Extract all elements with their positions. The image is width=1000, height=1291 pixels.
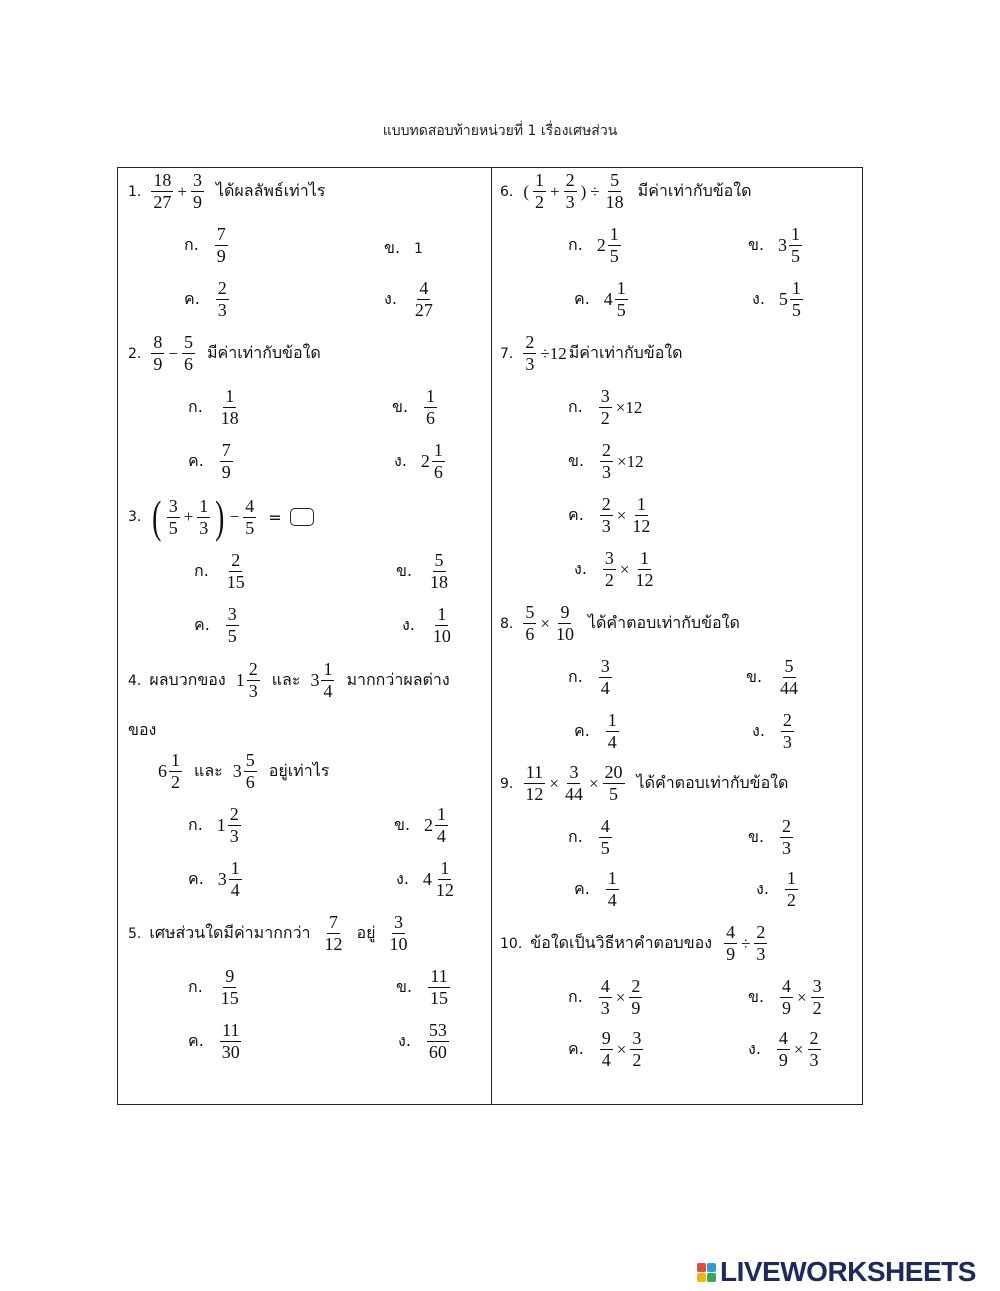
question-4: 4. ผลบวกของ 1 2 3 และ 3 1 4 มากกว่าผลต่าง xyxy=(128,659,450,701)
question-9: 9. $\frac{11}{12}$ × $\frac{3}{44}$ × $\frac{20}{5}$ ได้คำตอบเท่ากับข้อใด xyxy=(500,762,789,804)
q10-choice-b[interactable]: ข. $\frac{4}{9}$ × $\frac{3}{2}$ xyxy=(748,976,822,1018)
question-7: 7. $\frac{2}{3}$ ÷12 มีค่าเท่ากับข้อใด xyxy=(500,332,683,374)
q7-choice-a[interactable]: ก. $\frac{3}{2}$ ×12 xyxy=(568,386,643,428)
q3-choice-d[interactable]: ง. 1 10 xyxy=(402,604,451,646)
q3-choice-c[interactable]: ค. 3 5 xyxy=(194,604,237,646)
liveworksheets-logo xyxy=(697,1256,976,1288)
question-3: 3. ( 3 5 + $\frac{1}{3}$ ) − $\frac{4}{5}$ = xyxy=(128,494,314,540)
q1-choice-b[interactable]: ข. 1 xyxy=(384,238,423,257)
question-5: 5. เศษส่วนใดมีค่ามากกว่า 7 12 อยู่ 3 10 xyxy=(128,912,408,954)
question-4-line-3: 6 1 2 และ 3 5 6 อยู่เท่าไร xyxy=(158,750,330,792)
q6-choice-c[interactable]: ค. 4 1 5 xyxy=(574,278,626,320)
logo-icon xyxy=(697,1263,716,1282)
q6-choice-a[interactable]: ก. 2 1 5 xyxy=(568,224,619,266)
question-2: 2. 8 9 − $\frac{5}{6}$ มีค่าเท่ากับข้อใด xyxy=(128,332,321,374)
question-text: ได้ผลลัพธ์เท่าไร xyxy=(215,181,326,200)
q5-choice-a[interactable]: ก. 9 15 xyxy=(188,966,239,1008)
q4-choice-d[interactable]: ง. 4 1 12 xyxy=(396,858,454,900)
q10-choice-d[interactable]: ง. $\frac{4}{9}$ × $\frac{2}{3}$ xyxy=(748,1028,819,1070)
q8-choice-d[interactable]: ง. 2 3 xyxy=(752,710,792,752)
q2-choice-d[interactable]: ง. 2 1 6 xyxy=(394,440,443,482)
exam-sheet xyxy=(117,167,863,1105)
q5-choice-d[interactable]: ง. 53 60 xyxy=(398,1020,447,1062)
question-1: 1. 18 27 + $\frac{3}{9}$ ได้ผลลัพธ์เท่าไร xyxy=(128,170,326,212)
q4-choice-a[interactable]: ก. 1 2 3 xyxy=(188,804,239,846)
question-8: 8. $\frac{5}{6}$ × $\frac{9}{10}$ ได้คำตอบเท่ากับข้อใด xyxy=(500,602,740,644)
answer-box[interactable] xyxy=(290,508,314,526)
q4-choice-c[interactable]: ค. 3 1 4 xyxy=(188,858,240,900)
question-4-cont: ของ xyxy=(128,720,157,739)
question-10: 10. ข้อใดเป็นวิธีหาคำตอบของ $\frac{4}{9}$ ÷ $\frac{2}{3}$ xyxy=(500,922,766,964)
q7-choice-c[interactable]: ค. $\frac{2}{3}$ × $\frac{1}{12}$ xyxy=(568,494,651,536)
q2-choice-a[interactable]: ก. 1 18 xyxy=(188,386,239,428)
q1-choice-d[interactable]: ง. 4 27 xyxy=(384,278,433,320)
q9-choice-d[interactable]: ง. 1 2 xyxy=(756,868,796,910)
q3-choice-b[interactable]: ข. 5 18 xyxy=(396,550,449,592)
q2-choice-c[interactable]: ค. 7 9 xyxy=(188,440,231,482)
q2-choice-b[interactable]: ข. 1 6 xyxy=(392,386,436,428)
q9-choice-c[interactable]: ค. 1 4 xyxy=(574,868,617,910)
page-title: แบบทดสอบท้ายหน่วยที่ 1 เรื่องเศษส่วน xyxy=(382,123,618,139)
q1-choice-c[interactable]: ค. 2 3 xyxy=(184,278,227,320)
q8-choice-b[interactable]: ข. 5 44 xyxy=(746,656,799,698)
column-divider xyxy=(491,168,492,1104)
q4-choice-b[interactable]: ข. 2 1 4 xyxy=(394,804,447,846)
q9-choice-b[interactable]: ข. 2 3 xyxy=(748,816,792,858)
q8-choice-c[interactable]: ค. 1 4 xyxy=(574,710,617,752)
q5-choice-b[interactable]: ข. 11 15 xyxy=(396,966,449,1008)
q7-choice-b[interactable]: ข. $\frac{2}{3}$ ×12 xyxy=(568,440,644,482)
q8-choice-a[interactable]: ก. 3 4 xyxy=(568,656,610,698)
q6-choice-d[interactable]: ง. 5 1 5 xyxy=(752,278,801,320)
fraction: $\frac{3}{9}$ xyxy=(192,170,202,212)
fraction: 18 27 xyxy=(153,170,172,212)
q9-choice-a[interactable]: ก. 4 5 xyxy=(568,816,610,858)
question-6: 6. ( 1 2 + $\frac{2}{3}$ ) ÷ $\frac{5}{18}$ มีค่าเท่ากับข้อใด xyxy=(500,170,752,212)
logo-text: LIVEWORKSHEETS xyxy=(720,1256,976,1287)
q10-choice-a[interactable]: ก. $\frac{4}{3}$ × $\frac{2}{9}$ xyxy=(568,976,641,1018)
q1-choice-a[interactable]: ก. 7 9 xyxy=(184,224,226,266)
q3-choice-a[interactable]: ก. 2 15 xyxy=(194,550,245,592)
q5-choice-c[interactable]: ค. 11 30 xyxy=(188,1020,240,1062)
q6-choice-b[interactable]: ข. 3 1 5 xyxy=(748,224,801,266)
q7-choice-d[interactable]: ง. $\frac{3}{2}$ × $\frac{1}{12}$ xyxy=(574,548,654,590)
q10-choice-c[interactable]: ค. $\frac{9}{4}$ × $\frac{3}{2}$ xyxy=(568,1028,642,1070)
